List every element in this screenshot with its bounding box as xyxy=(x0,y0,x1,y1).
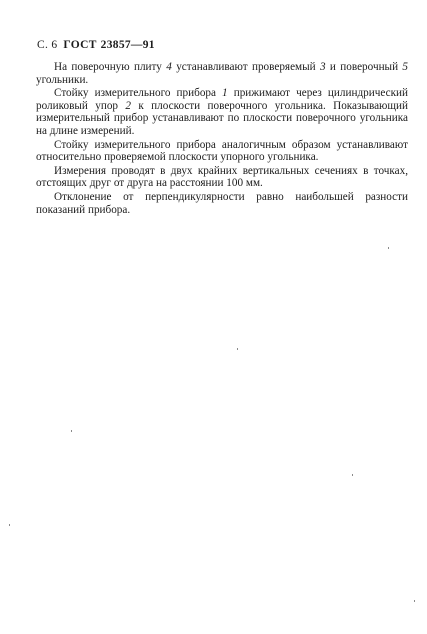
scan-speck xyxy=(414,600,415,602)
document-body xyxy=(36,61,408,216)
reference-numeral: 4 xyxy=(166,61,172,73)
page-number: С. 6 xyxy=(37,39,58,51)
reference-numeral: 2 xyxy=(125,99,131,112)
paragraph-measurements: Измерения проводят в двух крайних вертикальных сечениях в точках, отстоящих друг от друга на расстоянии 100 мм. xyxy=(36,164,408,190)
scan-speck xyxy=(352,474,353,476)
standard-designation: ГОСТ xyxy=(63,39,97,51)
scan-speck xyxy=(9,524,10,526)
reference-numeral: 3 xyxy=(319,61,326,73)
paragraph-text: и поверочный xyxy=(325,61,403,73)
paragraph-instrument-stand xyxy=(36,87,408,137)
paragraph-text: угольники. xyxy=(36,73,89,86)
reference-numeral: 1 xyxy=(222,87,228,100)
scan-speck xyxy=(237,348,238,350)
paragraph-text: Стойку измерительного прибора xyxy=(54,87,223,100)
scan-speck xyxy=(71,430,72,432)
page-header xyxy=(37,39,155,51)
scan-speck xyxy=(388,247,389,249)
paragraph-text: На поверочную плиту xyxy=(54,61,167,73)
standard-number: 23857—91 xyxy=(100,39,155,51)
paragraph-text: к плоскости поверочного угольника. Показывающий измерительный прибор устанавливают по плоскости поверочного угольника на длине измерений. xyxy=(36,99,409,137)
paragraph-plate-setup xyxy=(36,61,408,86)
paragraph-text: прижимают через цилиндрический роликовый упор xyxy=(36,87,408,112)
paragraph-deviation: Отклонение от перпендикулярности равно наибольшей разности показаний прибора. xyxy=(36,190,408,216)
paragraph-text: устанавливают проверяемый xyxy=(171,61,320,73)
reference-numeral: 5 xyxy=(402,61,409,73)
paragraph-stand-setup-repeat: Стойку измерительного прибора аналогичным образом устанавливают относительно проверяемой плоскости упорного угольника. xyxy=(36,138,408,164)
